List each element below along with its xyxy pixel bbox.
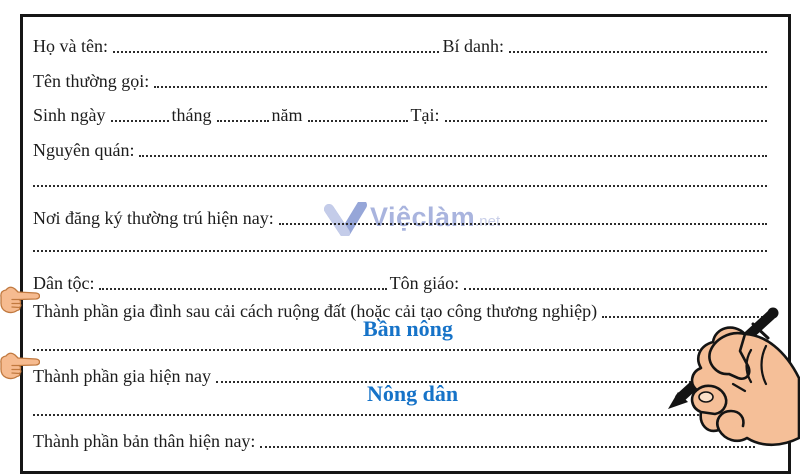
dotted-blank <box>33 175 767 187</box>
label-thang: tháng <box>171 105 212 125</box>
dotted-blank <box>217 110 269 122</box>
row-dots-continuation <box>33 169 770 191</box>
label-tp-ban-than: Thành phần bản thân hiện nay: <box>33 431 256 451</box>
label-dan-toc: Dân tộc: <box>33 273 95 293</box>
dotted-blank <box>139 145 767 157</box>
dotted-blank <box>33 240 767 252</box>
row-ho-va-ten <box>33 35 770 57</box>
dotted-blank <box>154 76 767 88</box>
row-sinh-ngay <box>33 104 770 126</box>
label-nguyen-quan: Nguyên quán: <box>33 140 135 160</box>
dotted-blank <box>509 41 767 53</box>
row-noi-dang-ky <box>33 207 770 229</box>
dotted-blank <box>111 110 169 122</box>
dotted-blank <box>279 213 767 225</box>
pointing-hand-icon <box>0 284 40 316</box>
label-bi-danh: Bí danh: <box>442 36 504 56</box>
label-sinh-ngay: Sinh ngày <box>33 105 106 125</box>
dotted-blank <box>99 278 386 290</box>
pointing-hand-icon <box>0 350 40 382</box>
label-ho-va-ten: Họ và tên: <box>33 36 108 56</box>
dotted-blank <box>308 110 408 122</box>
dotted-blank <box>445 110 767 122</box>
answer-nong-dan: Nông dân <box>367 381 459 406</box>
row-ten-thuong-goi <box>33 70 770 92</box>
label-tp-gia-hien-nay: Thành phần gia hiện nay <box>33 366 211 386</box>
dotted-blank <box>113 41 439 53</box>
row-nguyen-quan <box>33 139 770 161</box>
label-noi-dang-ky: Nơi đăng ký thường trú hiện nay: <box>33 208 274 228</box>
label-ten-thuong-goi: Tên thường gọi: <box>33 71 150 91</box>
answer-ban-nong: Bần nông <box>363 316 453 341</box>
watermark-tld: .net <box>475 213 501 230</box>
label-tai: Tại: <box>410 105 440 125</box>
hand-holding-pen-icon <box>635 288 800 450</box>
label-ton-giao: Tôn giáo: <box>389 273 460 293</box>
watermark-brand: Việclàm <box>370 202 476 232</box>
label-nam: năm <box>271 105 303 125</box>
row-dots-continuation <box>33 234 770 256</box>
label-tp-gia-dinh-cai-cach: Thành phần gia đình sau cải cách ruộng đất (hoặc cải tạo công thương nghiệp) <box>33 301 598 321</box>
